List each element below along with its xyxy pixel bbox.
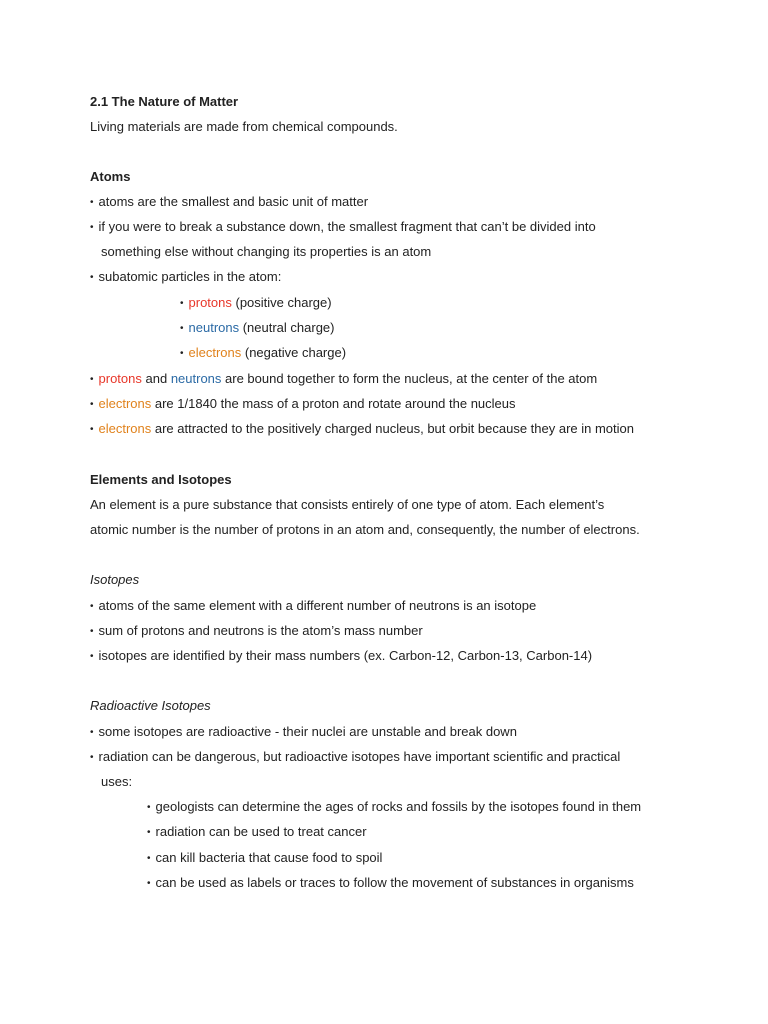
bullet: • bbox=[147, 802, 151, 813]
bullet: • bbox=[90, 399, 94, 410]
bullet: • bbox=[180, 348, 184, 359]
sub-list-item bbox=[147, 875, 634, 892]
list-item-text: sum of protons and neutrons is the atom’s mass number bbox=[98, 623, 423, 638]
list-item bbox=[90, 598, 536, 615]
paragraph-line: atomic number is the number of protons in an atom and, consequently, the number of electrons. bbox=[90, 522, 640, 537]
list-item-text: radiation can be used to treat cancer bbox=[155, 824, 367, 839]
sub-list-item bbox=[180, 295, 332, 312]
bullet: • bbox=[90, 272, 94, 283]
term-electrons: electrons bbox=[98, 396, 152, 411]
sub-list-item bbox=[147, 850, 382, 867]
list-item-text: if you were to break a substance down, the smallest fragment that can’t be divided into bbox=[98, 219, 596, 234]
list-item-text: are 1/1840 the mass of a proton and rotate around the nucleus bbox=[151, 396, 516, 411]
list-item bbox=[90, 396, 516, 413]
bullet: • bbox=[147, 878, 151, 889]
section-heading-atoms: Atoms bbox=[90, 169, 131, 184]
list-item-text: atoms are the smallest and basic unit of matter bbox=[98, 194, 369, 209]
bullet: • bbox=[90, 626, 94, 637]
sub-list-item bbox=[180, 320, 335, 337]
list-item-text: can kill bacteria that cause food to spoil bbox=[155, 850, 383, 865]
list-item-text: (positive charge) bbox=[231, 295, 332, 310]
list-item bbox=[90, 219, 596, 236]
list-item bbox=[90, 724, 517, 741]
subsection-heading-isotopes: Isotopes bbox=[90, 572, 140, 587]
page-title: 2.1 The Nature of Matter bbox=[90, 94, 239, 109]
list-item bbox=[90, 648, 592, 665]
term-electrons: electrons bbox=[98, 421, 152, 436]
bullet: • bbox=[90, 727, 94, 738]
bullet: • bbox=[90, 374, 94, 385]
bullet: • bbox=[90, 424, 94, 435]
list-item bbox=[90, 749, 620, 766]
term-protons: protons bbox=[98, 371, 142, 386]
bullet: • bbox=[180, 298, 184, 309]
sub-list-item bbox=[180, 345, 346, 362]
section-heading-elements: Elements and Isotopes bbox=[90, 472, 232, 487]
bullet: • bbox=[90, 197, 94, 208]
list-item-text: are attracted to the positively charged nucleus, but orbit because they are in motion bbox=[151, 421, 634, 436]
list-item-text: (neutral charge) bbox=[239, 320, 335, 335]
list-item-text: radiation can be dangerous, but radioactive isotopes have important scientific and practical bbox=[98, 749, 621, 764]
list-item-text: subatomic particles in the atom: bbox=[98, 269, 282, 284]
list-item bbox=[90, 194, 368, 211]
list-item bbox=[90, 371, 597, 388]
term-protons: protons bbox=[188, 295, 232, 310]
paragraph-line: An element is a pure substance that consists entirely of one type of atom. Each element’s bbox=[90, 497, 605, 512]
list-item-text: (negative charge) bbox=[241, 345, 347, 360]
bullet: • bbox=[180, 323, 184, 334]
bullet: • bbox=[90, 222, 94, 233]
list-item-text: and bbox=[141, 371, 171, 386]
subsection-heading-radioactive: Radioactive Isotopes bbox=[90, 698, 211, 713]
list-item bbox=[90, 623, 423, 640]
bullet: • bbox=[90, 752, 94, 763]
term-electrons: electrons bbox=[188, 345, 242, 360]
bullet: • bbox=[90, 651, 94, 662]
list-item-continuation: something else without changing its properties is an atom bbox=[101, 244, 432, 259]
bullet: • bbox=[147, 853, 151, 864]
list-item-text: atoms of the same element with a different number of neutrons is an isotope bbox=[98, 598, 537, 613]
list-item-text: are bound together to form the nucleus, at the center of the atom bbox=[221, 371, 598, 386]
term-neutrons: neutrons bbox=[170, 371, 222, 386]
sub-list-item bbox=[147, 824, 367, 841]
list-item-text: some isotopes are radioactive - their nuclei are unstable and break down bbox=[98, 724, 517, 739]
list-item-text: isotopes are identified by their mass numbers (ex. Carbon-12, Carbon-13, Carbon-14) bbox=[98, 648, 593, 663]
bullet: • bbox=[147, 827, 151, 838]
list-item-text: can be used as labels or traces to follow the movement of substances in organisms bbox=[155, 875, 634, 890]
list-item bbox=[90, 421, 634, 438]
list-item bbox=[90, 269, 281, 286]
list-item-continuation: uses: bbox=[101, 774, 133, 789]
bullet: • bbox=[90, 601, 94, 612]
sub-list-item bbox=[147, 799, 641, 816]
intro-text: Living materials are made from chemical compounds. bbox=[90, 119, 398, 134]
term-neutrons: neutrons bbox=[188, 320, 240, 335]
list-item-text: geologists can determine the ages of rocks and fossils by the isotopes found in them bbox=[155, 799, 642, 814]
